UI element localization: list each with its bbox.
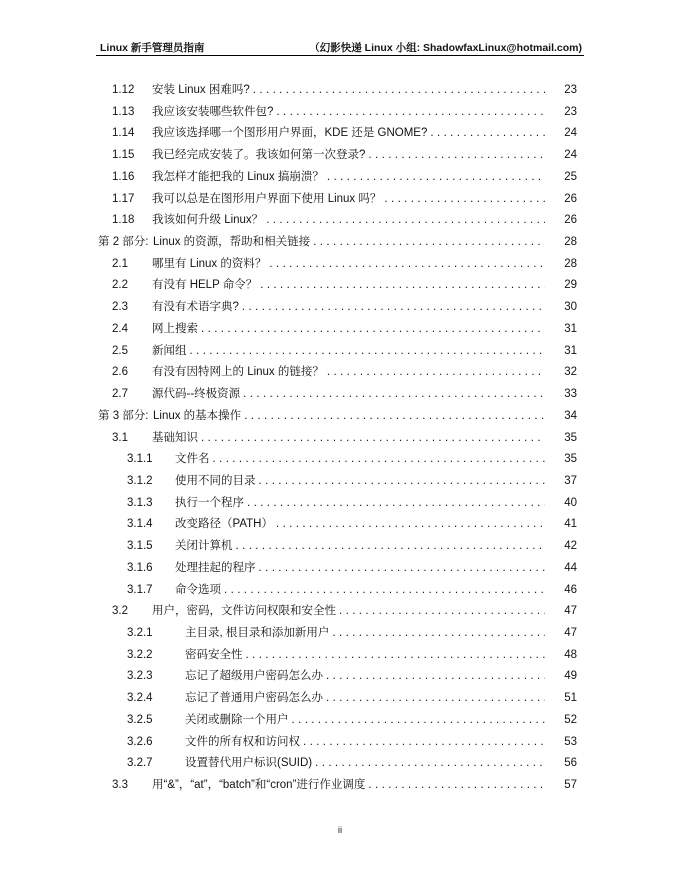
toc-entry[interactable] [98, 102, 577, 124]
toc-entry-title: 忘记了普通用户密码怎么办 [185, 692, 323, 705]
toc-entry[interactable] [98, 254, 577, 276]
toc-entry[interactable] [98, 449, 577, 471]
dot-leader [327, 167, 545, 189]
toc-entry-number: 3.2.3 [127, 670, 153, 683]
toc-entry-number: 3.2.5 [127, 713, 153, 726]
toc-entry[interactable] [98, 145, 577, 167]
toc-entry-number: 2.4 [112, 322, 128, 335]
toc-entry[interactable] [98, 428, 577, 450]
dot-leader [303, 732, 545, 754]
toc-entry-title: 我该如何升级 Linux？ [152, 214, 264, 227]
toc-entry-page: 51 [564, 692, 577, 705]
toc-entry[interactable] [98, 623, 577, 645]
toc-entry-page: 25 [564, 170, 577, 183]
toc-entry-title: 主目录, 根目录和添加新用户 [185, 626, 330, 639]
toc-entry-page: 37 [564, 474, 577, 487]
header-doc-title: Linux 新手管理员指南 [100, 42, 205, 54]
toc-entry-title: 密码安全性 [185, 648, 243, 661]
dot-leader [327, 362, 545, 384]
toc-entry-number: 3.1 [112, 431, 128, 444]
toc-entry-page: 23 [564, 105, 577, 118]
toc-entry[interactable] [98, 493, 577, 515]
toc-entry-page: 24 [564, 149, 577, 162]
dot-leader [292, 710, 546, 732]
toc-entry-number: 2.7 [112, 388, 128, 401]
dot-leader [201, 319, 545, 341]
toc-entry[interactable] [98, 471, 577, 493]
toc-entry-page: 28 [564, 236, 577, 249]
toc-entry-number: 3.3 [112, 779, 128, 791]
toc-entry-number: 3.2.4 [127, 692, 153, 705]
toc-entry-page: 34 [564, 409, 577, 422]
toc-entry-title: 新闻组 [152, 344, 187, 357]
toc-entry-page: 48 [564, 648, 577, 661]
dot-leader [247, 493, 545, 515]
toc-entry-number: 3.2.6 [127, 735, 153, 748]
toc-entry[interactable] [98, 514, 577, 536]
toc-entry-page: 41 [564, 518, 577, 531]
toc-entry-title: 我可以总是在图形用户界面下使用 Linux 吗？ [152, 192, 382, 205]
toc-entry-title: 用户，密码，文件访问权限和安全性 [152, 605, 336, 618]
toc-entry-page: 30 [564, 301, 577, 314]
dot-leader [315, 753, 545, 775]
toc-entry-page: 57 [564, 779, 577, 791]
toc-entry-page: 49 [564, 670, 577, 683]
toc-entry-number: 1.17 [112, 192, 135, 205]
toc-entry-page: 31 [564, 344, 577, 357]
page-header [100, 40, 582, 55]
toc-entry-title: 有没有 HELP 命令？ [152, 279, 258, 292]
toc-entry-page: 23 [564, 84, 577, 96]
dot-leader [236, 536, 546, 558]
toc-entry-number: 第 2 部分: [98, 236, 149, 249]
toc-entry-number: 3.1.5 [127, 540, 153, 553]
toc-entry-page: 44 [564, 561, 577, 574]
dot-leader [201, 428, 545, 450]
toc-entry-number: 第 3 部分: [98, 409, 149, 422]
toc-entry-page: 47 [564, 605, 577, 618]
toc-entry-title: 源代码--终极资源 [152, 388, 241, 401]
header-rule [96, 55, 584, 56]
toc-entry-page: 31 [564, 322, 577, 335]
dot-leader [326, 666, 545, 688]
dot-leader [253, 80, 545, 102]
toc-entry[interactable] [98, 580, 577, 602]
toc-entry[interactable] [98, 362, 577, 384]
toc-entry[interactable] [98, 232, 577, 254]
toc-entry[interactable] [98, 536, 577, 558]
toc-entry-title: 有没有术语字典? [152, 301, 239, 314]
toc-entry[interactable] [98, 275, 577, 297]
toc-entry-page: 35 [564, 453, 577, 466]
toc-entry-title: 关闭计算机 [175, 540, 233, 553]
toc-entry-page: 46 [564, 583, 577, 596]
toc-entry-page: 26 [564, 214, 577, 227]
toc-entry-number: 3.2.2 [127, 648, 153, 661]
toc-entry[interactable] [98, 601, 577, 623]
toc-entry[interactable] [98, 753, 577, 775]
toc-entry-number: 3.2 [112, 605, 128, 618]
dot-leader [244, 406, 545, 428]
toc-entry-page: 47 [564, 626, 577, 639]
toc-entry-page: 24 [564, 127, 577, 140]
toc-entry-title: 文件的所有权和访问权 [185, 735, 300, 748]
toc-entry[interactable] [98, 167, 577, 189]
toc-entry[interactable] [98, 341, 577, 363]
toc-entry-number: 3.1.1 [127, 453, 153, 466]
toc-entry-title: 执行一个程序 [175, 496, 244, 509]
dot-leader [339, 601, 545, 623]
toc-entry-number: 1.18 [112, 214, 135, 227]
toc-entry[interactable] [98, 189, 577, 211]
dot-leader [269, 254, 545, 276]
toc-entry[interactable] [98, 710, 577, 732]
toc-entry-number: 2.1 [112, 257, 128, 270]
dot-leader [430, 123, 545, 145]
dot-leader [260, 275, 545, 297]
toc-entry-title: Linux 的资源，帮助和相关链接 [153, 236, 311, 249]
dot-leader [326, 688, 545, 710]
toc-entry[interactable] [98, 210, 577, 232]
toc-entry[interactable] [98, 319, 577, 341]
toc-entry-page: 33 [564, 388, 577, 401]
dot-leader [243, 384, 545, 406]
toc-entry-number: 3.2.1 [127, 626, 153, 639]
toc-entry-title: 哪里有 Linux 的资料？ [152, 257, 267, 270]
toc-entry-title: 我应该选择哪一个图形用户界面，KDE 还是 GNOME? [152, 127, 428, 140]
toc-entry[interactable] [98, 384, 577, 406]
toc-entry-number: 3.1.4 [127, 518, 153, 531]
dot-leader [242, 297, 545, 319]
toc-entry[interactable] [98, 688, 577, 710]
toc-entry-number: 1.13 [112, 105, 135, 118]
toc-entry[interactable] [98, 732, 577, 754]
toc-entry-title: 我应该安装哪些软件包? [152, 105, 274, 118]
toc-entry-number: 3.1.6 [127, 561, 153, 574]
dot-leader [246, 645, 546, 667]
toc-entry-title: 使用不同的目录 [175, 474, 256, 487]
toc-entry-title: 设置替代用户标识(SUID) [185, 757, 313, 770]
dot-leader [190, 341, 546, 363]
toc-entry-title: 文件名 [175, 453, 210, 466]
toc-entry[interactable] [98, 406, 577, 428]
toc-entry-page: 29 [564, 279, 577, 292]
toc-entry[interactable] [98, 666, 577, 688]
toc-entry-number: 2.2 [112, 279, 128, 292]
dot-leader [259, 471, 546, 493]
toc-entry-number: 3.1.3 [127, 496, 153, 509]
toc-entry-page: 42 [564, 540, 577, 553]
toc-entry[interactable] [98, 775, 577, 797]
toc-entry-number: 2.6 [112, 366, 128, 379]
toc-entry-title: 我已经完成安装了。我该如何第一次登录? [152, 149, 366, 162]
toc-entry[interactable] [98, 558, 577, 580]
toc-entry-title: 用“&”，“at”，“batch”和“cron”进行作业调度 [152, 779, 366, 791]
toc-entry[interactable] [98, 645, 577, 667]
dot-leader [276, 102, 545, 124]
toc-entry-page: 35 [564, 431, 577, 444]
header-contact-info: （幻影快递 Linux 小组: ShadowfaxLinux@hotmail.com) [309, 42, 582, 54]
table-of-contents [98, 80, 577, 797]
dot-leader [276, 514, 545, 536]
toc-entry-title: 我怎样才能把我的 Linux 搞崩溃？ [152, 170, 324, 183]
toc-entry-title: 网上搜索 [152, 322, 198, 335]
toc-entry-title: 忘记了超级用户密码怎么办 [185, 670, 323, 683]
toc-entry-title: 有没有因特网上的 Linux 的链接？ [152, 366, 324, 379]
toc-entry-page: 52 [564, 713, 577, 726]
dot-leader [266, 210, 545, 232]
toc-entry[interactable] [98, 123, 577, 145]
toc-entry-number: 3.2.7 [127, 757, 153, 770]
toc-entry-title: 安装 Linux 困难吗? [152, 84, 250, 96]
toc-entry[interactable] [98, 80, 577, 102]
toc-entry-page: 32 [564, 366, 577, 379]
toc-entry-page: 26 [564, 192, 577, 205]
toc-entry-page: 56 [564, 757, 577, 770]
toc-entry-page: 53 [564, 735, 577, 748]
dot-leader [224, 580, 545, 602]
toc-entry-number: 1.16 [112, 170, 135, 183]
dot-leader [313, 232, 545, 254]
toc-entry-number: 3.1.7 [127, 583, 153, 596]
dot-leader [213, 449, 546, 471]
page-number: ii [337, 825, 343, 836]
toc-entry-number: 2.5 [112, 344, 128, 357]
toc-entry-title: 基础知识 [152, 431, 198, 444]
dot-leader [332, 623, 545, 645]
dot-leader [368, 775, 545, 797]
toc-entry-page: 40 [564, 496, 577, 509]
toc-entry-number: 1.14 [112, 127, 135, 140]
toc-entry[interactable] [98, 297, 577, 319]
toc-entry-page: 28 [564, 257, 577, 270]
toc-entry-number: 1.12 [112, 84, 135, 96]
toc-entry-title: 关闭或删除一个用户 [185, 713, 289, 726]
dot-leader [368, 145, 545, 167]
dot-leader [384, 189, 545, 211]
toc-entry-title: Linux 的基本操作 [153, 409, 242, 422]
toc-entry-title: 处理挂起的程序 [175, 561, 256, 574]
toc-entry-number: 1.15 [112, 149, 135, 162]
toc-entry-number: 3.1.2 [127, 474, 153, 487]
toc-entry-number: 2.3 [112, 301, 128, 314]
toc-entry-title: 改变路径（PATH） [175, 518, 273, 531]
dot-leader [259, 558, 546, 580]
toc-entry-title: 命令选项 [175, 583, 221, 596]
